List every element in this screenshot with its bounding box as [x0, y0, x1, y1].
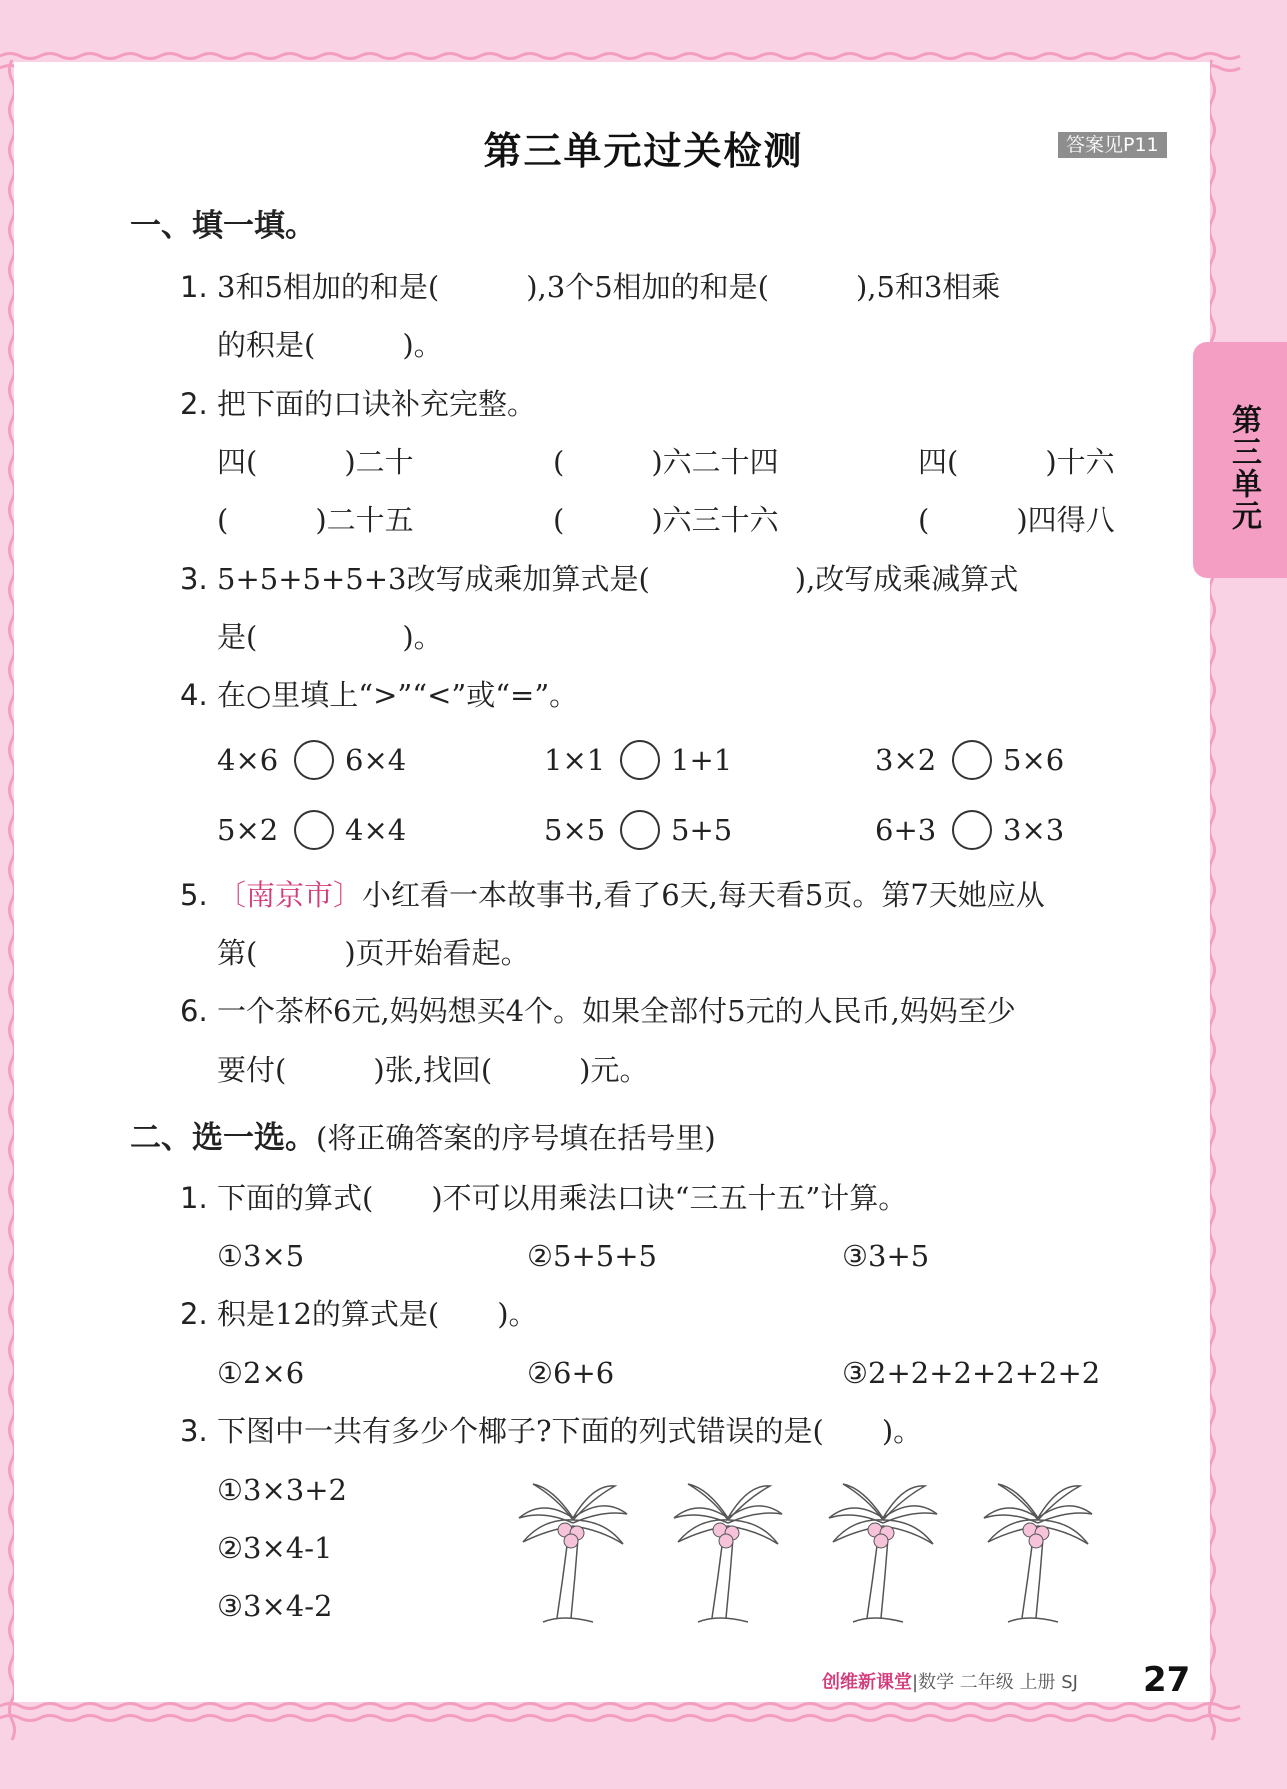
q6-line1: 一个茶杯6元,妈妈想买4个。如果全部付5元的人民币,妈妈至少	[217, 994, 1016, 1028]
q4-item3-right: 5×6	[1003, 743, 1065, 777]
q5-line1-wrap	[217, 877, 1045, 913]
s2-q2-text: 积是12的算式是( )。	[217, 1297, 538, 1331]
section-1-heading: 一、填一填。	[130, 208, 316, 244]
q4-item2-left: 1×1	[544, 743, 606, 777]
s2-q1-text: 下面的算式( )不可以用乘法口诀“三五十五”计算。	[217, 1181, 908, 1215]
q4-item2-circle[interactable]	[620, 740, 660, 780]
q2-number: 2.	[180, 387, 208, 421]
q4-item1-circle[interactable]	[294, 740, 334, 780]
q6-line2: 要付( )张,找回( )元。	[217, 1053, 649, 1087]
page-number: 27	[1143, 1660, 1191, 1700]
s2-q3-option2: ②3×4-1	[217, 1531, 333, 1565]
s2-q1-number: 1.	[180, 1181, 208, 1215]
q4-item5-left: 5×5	[544, 813, 606, 847]
q2-row2-item3: ( )四得八	[918, 503, 1115, 537]
q1-number: 1.	[180, 270, 208, 304]
q4-item4-circle[interactable]	[294, 810, 334, 850]
q3-line2: 是( )。	[217, 620, 443, 654]
q5-number: 5.	[180, 878, 208, 912]
q4-item4-left: 5×2	[217, 813, 279, 847]
s2-q2-option1: ①2×6	[217, 1356, 305, 1390]
s2-q1-option1: ①3×5	[217, 1239, 305, 1273]
q4-item1-left: 4×6	[217, 743, 279, 777]
q6-number: 6.	[180, 994, 208, 1028]
answer-reference: 答案见P11	[1058, 132, 1167, 158]
q4-item6-circle[interactable]	[952, 810, 992, 850]
q1-line2: 的积是( )。	[217, 328, 443, 362]
s2-q3-number: 3.	[180, 1414, 208, 1448]
page-title: 第三单元过关检测	[483, 129, 804, 173]
q2-row2-item1: ( )二十五	[217, 503, 414, 537]
q4-number: 4.	[180, 678, 208, 712]
q3-number: 3.	[180, 562, 208, 596]
q2-row2-item2: ( )六三十六	[553, 503, 779, 537]
q2-row1-item1: 四( )二十	[217, 445, 414, 479]
q3-line1: 5+5+5+5+3改写成乘加算式是( ),改写成乘减算式	[217, 562, 1019, 596]
palm-tree-icon	[513, 1478, 633, 1628]
unit-side-tab	[1193, 342, 1287, 578]
palm-tree-icon	[978, 1478, 1098, 1628]
q4-item6-left: 6+3	[875, 813, 937, 847]
s2-q3-text: 下图中一共有多少个椰子?下面的列式错误的是( )。	[217, 1414, 923, 1448]
section-2-heading: 二、选一选。	[130, 1120, 316, 1156]
q5-line1: 小红看一本故事书,看了6天,每天看5页。第7天她应从	[362, 878, 1045, 912]
q4-item6-right: 3×3	[1003, 813, 1065, 847]
s2-q1-option3: ③3+5	[842, 1239, 930, 1273]
q2-text: 把下面的口诀补充完整。	[217, 387, 537, 421]
q4-item1-right: 6×4	[345, 743, 407, 777]
footer-info	[822, 1668, 1078, 1694]
s2-q2-option2: ②6+6	[527, 1356, 615, 1390]
q5-region-tag: 〔南京市〕	[217, 878, 363, 912]
unit-side-tab-label: 第三单元	[1226, 404, 1261, 532]
q4-item3-circle[interactable]	[952, 740, 992, 780]
palm-tree-icon	[823, 1478, 943, 1628]
footer-brand: 创维新课堂	[822, 1672, 912, 1693]
q2-row1-item2: ( )六二十四	[553, 445, 779, 479]
s2-q3-option1: ①3×3+2	[217, 1473, 347, 1507]
q4-item4-right: 4×4	[345, 813, 407, 847]
q4-item3-left: 3×2	[875, 743, 937, 777]
s2-q1-option2: ②5+5+5	[527, 1239, 657, 1273]
s2-q3-option3: ③3×4-2	[217, 1589, 333, 1623]
s2-q2-number: 2.	[180, 1297, 208, 1331]
palm-tree-icon	[668, 1478, 788, 1628]
section-2-heading-row	[130, 1120, 716, 1156]
q1-line1: 3和5相加的和是( ),3个5相加的和是( ),5和3相乘	[217, 270, 1001, 304]
q2-row1-item3: 四( )十六	[918, 445, 1115, 479]
q5-line2: 第( )页开始看起。	[217, 936, 530, 970]
q4-text: 在○里填上“>”“<”或“=”。	[217, 678, 579, 712]
q4-item5-circle[interactable]	[620, 810, 660, 850]
q4-item2-right: 1+1	[671, 743, 733, 777]
s2-q2-option3: ③2+2+2+2+2+2	[842, 1356, 1101, 1390]
footer-book-info: |数学 二年级 上册 SJ	[912, 1672, 1078, 1693]
section-2-note: (将正确答案的序号填在括号里)	[316, 1121, 716, 1155]
q4-item5-right: 5+5	[671, 813, 733, 847]
